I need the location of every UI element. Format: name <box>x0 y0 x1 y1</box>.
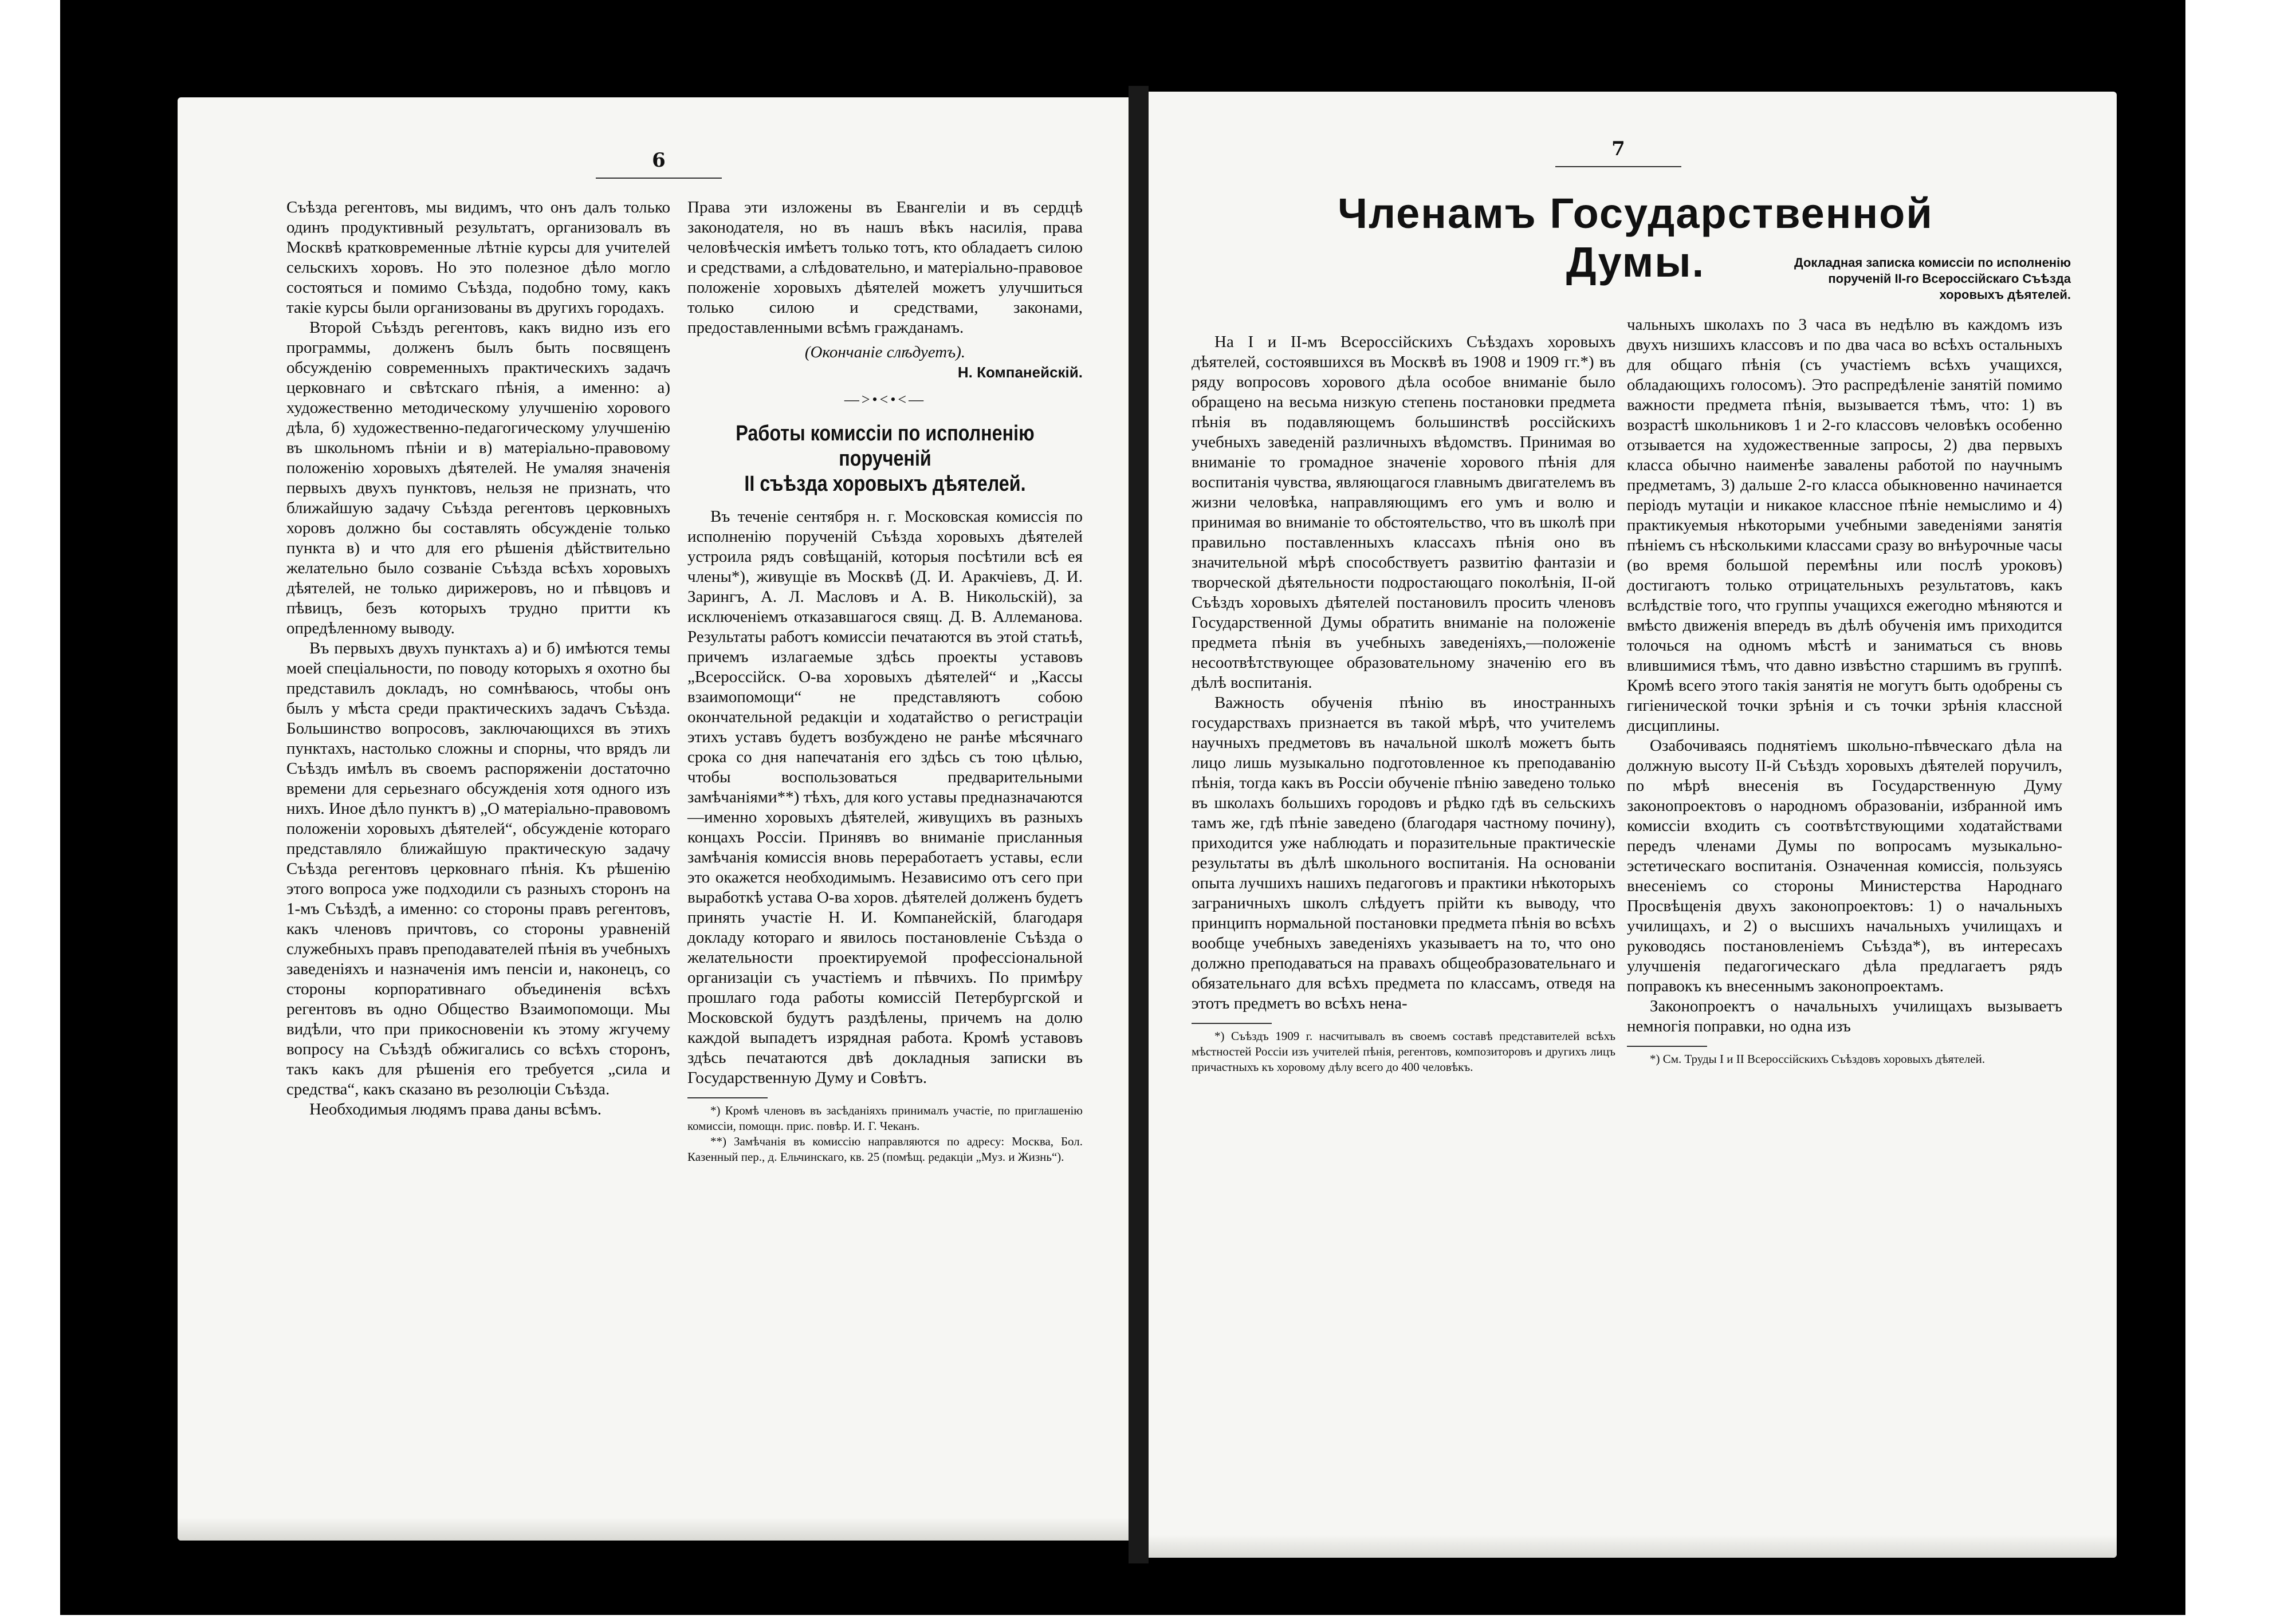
paragraph: Съѣзда регентовъ, мы видимъ, что онъ далъ только одинъ продуктивный результатъ, организовалъ въ Москвѣ кратковременные лѣтніе курсы для учителей сельскихъ хоровъ. Но это полезное дѣло могло состояться и помимо Съѣзда, подобно тому, какъ такіе курсы были организованы въ другихъ городахъ. <box>286 198 670 317</box>
paragraph: Въ теченіе сентября н. г. Московская комиссія по исполненію порученій Съѣзда хоровыхъ дѣятелей устроила рядъ совѣщаній, которыя посѣтили всѣ ея члены*), живущіе въ Москвѣ (Д. И. Аракчіевъ, Д. И. Зарингъ, А. Л. Масловъ и А. В. Никольскій), за исключеніемъ отказавшагося свящ. Д. В. Аллеманова. Результаты работъ комиссіи печатаются въ этой статьѣ, причемъ излагаемые здѣсь проекты уставовъ „Всероссійск. О-ва хоровыхъ дѣятелей“ и „Кассы взаимопомощи“ не представляютъ собою окончательной редакціи и ходатайство о регистраціи этихъ уставъ будетъ возбуждено не ранѣе мѣсячнаго срока со дня напечатанія его здѣсь съ тою цѣлью, чтобы воспользоваться предварительными замѣчаніями**) тѣхъ, для кого уставы предназначаются—именно хоровыхъ дѣятелей, живущихъ въ разныхъ концахъ Россіи. Принявъ во вниманіе присланныя замѣчанія комиссія вновь переработаетъ уставы, если это окажется необходимымъ. Независимо отъ сего при выработкѣ устава О-ва хоров. дѣятелей долженъ будетъ принять участіе Н. И. Компанейскій, благодаря докладу котораго и явилось постановленіе Съѣзда о желательности проектируемой профессіональной организаціи съ участіемъ и пѣвчихъ. По примѣру прошлаго года работы комиссій Петербургской и Московской будутъ раздѣлены, причемъ на долю каждой выпадетъ изрядная работа. Кромѣ уставовъ здѣсь печатаются двѣ докладныя записки въ Государственную Думу и Совѣтъ. <box>687 507 1083 1087</box>
page-edge-shadow <box>178 1518 1129 1541</box>
scan-top-border <box>60 0 2185 34</box>
book-gutter <box>1129 86 1149 1563</box>
left-column-2 <box>687 198 1083 1165</box>
paragraph: Второй Съѣздъ регентовъ, какъ видно изъ его программы, долженъ былъ быть посвященъ обсужденію современныхъ практическихъ задачъ церковнаго и свѣтскаго пѣнія, а именно: а) художественно методическому улучшенію хорового дѣла, б) художественно-педагогическому улучшенію въ школьномъ пѣніи и в) матеріально-правовому положенію хоровыхъ дѣятелей. Не умаляя значенія первыхъ двухъ пунктовъ, нельзя не признать, что ближайшую задачу Съѣзда регентовъ церковныхъ хоровъ должно бы составлять обсужденіе только пункта в) и что для его рѣшенія дѣйствительно желательно было созваніе Съѣзда всѣхъ хоровыхъ дѣятелей, не только дирижеровъ, но и пѣвцовъ и пѣвицъ, безъ которыхъ трудно притти къ опредѣленному выводу. <box>286 318 670 637</box>
paragraph: Необходимыя людямъ права даны всѣмъ. <box>309 1100 602 1118</box>
article-subtitle: Докладная записка комиссіи по исполненію порученій II-го Всероссійскаго Съѣзда хоровыхъ дѣятелей. <box>1794 255 2071 302</box>
footnote: *) См. Труды I и II Всероссійскихъ Съѣздовъ хоровыхъ дѣятелей. <box>1650 1052 1986 1066</box>
footnote: **) Замѣчанія въ комиссію направляются по адресу: Москва, Бол. Казенный пер., д. Ельчинскаго, кв. 25 (помѣщ. редакціи „Муз. и Жизнь“). <box>687 1134 1083 1164</box>
continuation-note: (Окончаніе слѣдуетъ). <box>804 343 966 361</box>
page-number-right: 7 <box>1611 137 1625 160</box>
right-column-2 <box>1627 315 2062 1067</box>
author-signature: Н. Компанейскій. <box>957 364 1083 381</box>
paragraph: Права эти изложены въ Евангеліи и въ сердцѣ законодателя, но въ нашъ вѣкъ насилія, права человѣческія имѣетъ только тотъ, кто обладаетъ силою и средствами, а слѣдовательно, и матеріально-правовое положеніе хоровыхъ дѣятелей можетъ улучшиться только силою и средствами, законами, предоставленными всѣмъ гражданамъ. <box>687 198 1083 337</box>
section-title-line-1: Работы комиссіи по исполненію порученій <box>736 421 1035 471</box>
section-divider-ornament: —>•<•<— <box>844 391 926 408</box>
page-number-rule <box>596 178 722 179</box>
paragraph: Озабочиваясь поднятіемъ школьно-пѣвческаго дѣла на должную высоту II-й Съѣздъ хоровыхъ дѣятелей поручилъ, по мѣрѣ внесенія въ Государственную Думу законопроектовъ о народномъ образованіи, избранной имъ комиссіи входить съ соотвѣтствующими ходатайствами передъ членами Думы по вопросамъ музыкально-эстетическаго воспитанія. Означенная комиссія, пользуясь внесеніемъ со стороны Министерства Народнаго Просвѣщенія двухъ законопроектовъ: 1) о начальныхъ училищахъ, и 2) о высшихъ начальныхъ училищахъ и руководясь постановленіемъ Съѣзда*), въ интересахъ улучшенія педагогическаго дѣла предлагаетъ рядъ поправокъ къ внесеннымъ законопроектамъ. <box>1627 736 2062 995</box>
paragraph: Важность обученія пѣнію въ иностранныхъ государствахъ признается въ такой мѣрѣ, что учителемъ научныхъ предметовъ въ начальной школѣ можетъ быть лицо лишь музыкально подготовленное къ преподаванію пѣнія, тогда какъ въ Россіи обученіе пѣнію заведено только въ школахъ большихъ городовъ и рѣдко гдѣ въ сельскихъ тамъ же, гдѣ пѣніе заведено (благодаря частному почину), приходится уже наблюдать и поразительные практическіе результаты въ дѣлѣ школьного воспитанія. На основаніи опыта лучшихъ нашихъ педагоговъ и практики нѣкоторыхъ заграничныхъ школъ слѣдуетъ прійти къ выводу, что принципъ нормальной постановки предмета пѣнія во всѣхъ вообще учебныхъ заведеніяхъ указываетъ на то, что оно должно преподаваться на правахъ общеобразовательнаго и обязательнаго для всѣхъ предмета по классамъ, отведя на этотъ предметъ во всѣхъ нена- <box>1192 694 1615 1013</box>
paragraph: На I и II-мъ Всероссійскихъ Съѣздахъ хоровыхъ дѣятелей, состоявшихся въ Москвѣ въ 1908 и 1909 гг.*) въ ряду вопросовъ хорового дѣла особое вниманіе было обращено на весьма низкую степень постановки предмета пѣнія въ подавляющемъ большинствѣ россійскихъ учебныхъ заведеній различныхъ вѣдомствъ. Принимая во вниманіе то громадное значеніе хорового пѣнія для воспитанія чувства, являющагося главнымъ двигателемъ въ жизни человѣка, направляющимъ его умъ и волю и принимая во вниманіе то обстоятельство, что въ школѣ при правильно поставленныхъ классахъ пѣнія оно въ значительной мѣрѣ способствуетъ развитію фантазіи и творческой дѣятельности подростающаго поколѣнія, II-ой Съѣздъ хоровыхъ дѣятелей постановилъ просить членовъ Государственной Думы обратить вниманіе на положеніе предмета пѣнія въ учебныхъ заведеніяхъ,—положеніе несоотвѣтствующее образовательному значенію его въ дѣлѣ воспитанія. <box>1192 333 1615 692</box>
left-page <box>178 97 1129 1541</box>
page-number-left: 6 <box>652 149 666 172</box>
footnote: *) Съѣздъ 1909 г. насчитывалъ въ своемъ составѣ представителей всѣхъ мѣстностей Россіи изъ учителей пѣнія, регентовъ, композиторовъ и другихъ лицъ причастныхъ къ хоровому дѣлу всего до 400 человѣкъ. <box>1192 1029 1615 1074</box>
left-column-1 <box>286 198 670 1120</box>
paragraph: Законопроектъ о начальныхъ училищахъ вызываетъ немногія поправки, но одна изъ <box>1627 997 2062 1035</box>
page-number-rule <box>1555 166 1681 167</box>
paragraph: чальныхъ школахъ по 3 часа въ недѣлю въ каждомъ изъ двухъ низшихъ классовъ и по два часа во всѣхъ остальныхъ для общаго пѣнія (съ участіемъ всѣхъ учащихся, обладающихъ голосомъ). Это распредѣленіе занятій помимо важности предмета пѣнія, вызывается тѣмъ, что: 1) въ возрастѣ школьниковъ 1 и 2-го классовъ человѣкъ особенно отзывается на художественные запросы, 2) два первыхъ класса обычно наименѣе завалены работой по научнымъ предметамъ, 3) дальше 2-го класса обыкновенно начинается періодъ мутаціи и никакое классное пѣніе немыслимо и 4) практикуемыя нѣкоторыми учебными заведеніями занятія пѣніемъ съ нѣсколькими классами сразу во внѣурочные часы (во время большой перемѣны или послѣ уроковъ) достигаютъ только отрицательныхъ результатовъ, какъ вслѣдствіе того, что группы учащихся ежегодно мѣняются и вмѣсто движенія впередъ въ дѣлѣ обученія имъ приходится толочься на одномъ мѣстѣ и заниматься съ вновь влившимися тѣмъ, что давно извѣстно старшимъ въ группѣ. Кромѣ всего этого такія занятія не могутъ быть одобрены съ гигіенической точки зрѣнія и съ точки зрѣнія классной дисциплины. <box>1627 316 2062 735</box>
footnote-rule <box>687 1097 768 1098</box>
footnote-rule <box>1192 1023 1272 1024</box>
section-title <box>717 421 1053 497</box>
footnote-rule <box>1627 1046 1707 1047</box>
right-page <box>1149 92 2117 1558</box>
paragraph: Въ первыхъ двухъ пунктахъ а) и б) имѣются темы моей спеціальности, по поводу которыхъ я охотно бы представилъ докладъ, но сомнѣваюсь, чтобы онъ былъ у мѣста среди практическихъ задачъ Съѣзда. Большинство вопросовъ, заключающихся въ этихъ пунктахъ, настолько сложны и спорны, что врядъ ли Съѣздъ имѣлъ въ своемъ распоряженіи достаточно времени для серьезнаго обсужденія хотя одного изъ нихъ. Иное дѣло пунктъ в) „О матеріально-правовомъ положеніи хоровыхъ дѣятелей“, обсужденіе котораго представляло ближайшую практическую задачу Съѣзда регентовъ церковнаго пѣнія. Къ рѣшенію этого вопроса уже подходили съ разныхъ сторонъ на 1-мъ Съѣздѣ, а именно: со стороны правъ регентовъ, какъ членовъ причтовъ, со стороны уравненій служебныхъ правъ преподавателей пѣнія въ учебныхъ заведеніяхъ и назначенія имъ пенсіи и, наконецъ, со стороны корпоративнаго объединенія всѣхъ регентовъ въ одно Общество Взаимопомощи. Мы видѣли, что при прикосновеніи къ этому жгучему вопросу на Съѣздѣ обжигались со всѣхъ сторонъ, такъ какъ для рѣшенія его требуется „сила и средства“, какъ сказано въ резолюціи Съѣзда. <box>286 639 670 1098</box>
footnote: *) Кромѣ членовъ въ засѣданіяхъ принималъ участіе, по приглашенію комиссіи, помощн. прис. повѣр. И. Г. Чеканъ. <box>687 1104 1083 1133</box>
right-column-1 <box>1192 332 1615 1075</box>
article-title: Членамъ Государственной Думы. <box>1338 190 1933 286</box>
page-edge-shadow <box>1149 1535 2117 1558</box>
section-title-line-2: II съѣзда хоровыхъ дѣятелей. <box>744 472 1026 496</box>
